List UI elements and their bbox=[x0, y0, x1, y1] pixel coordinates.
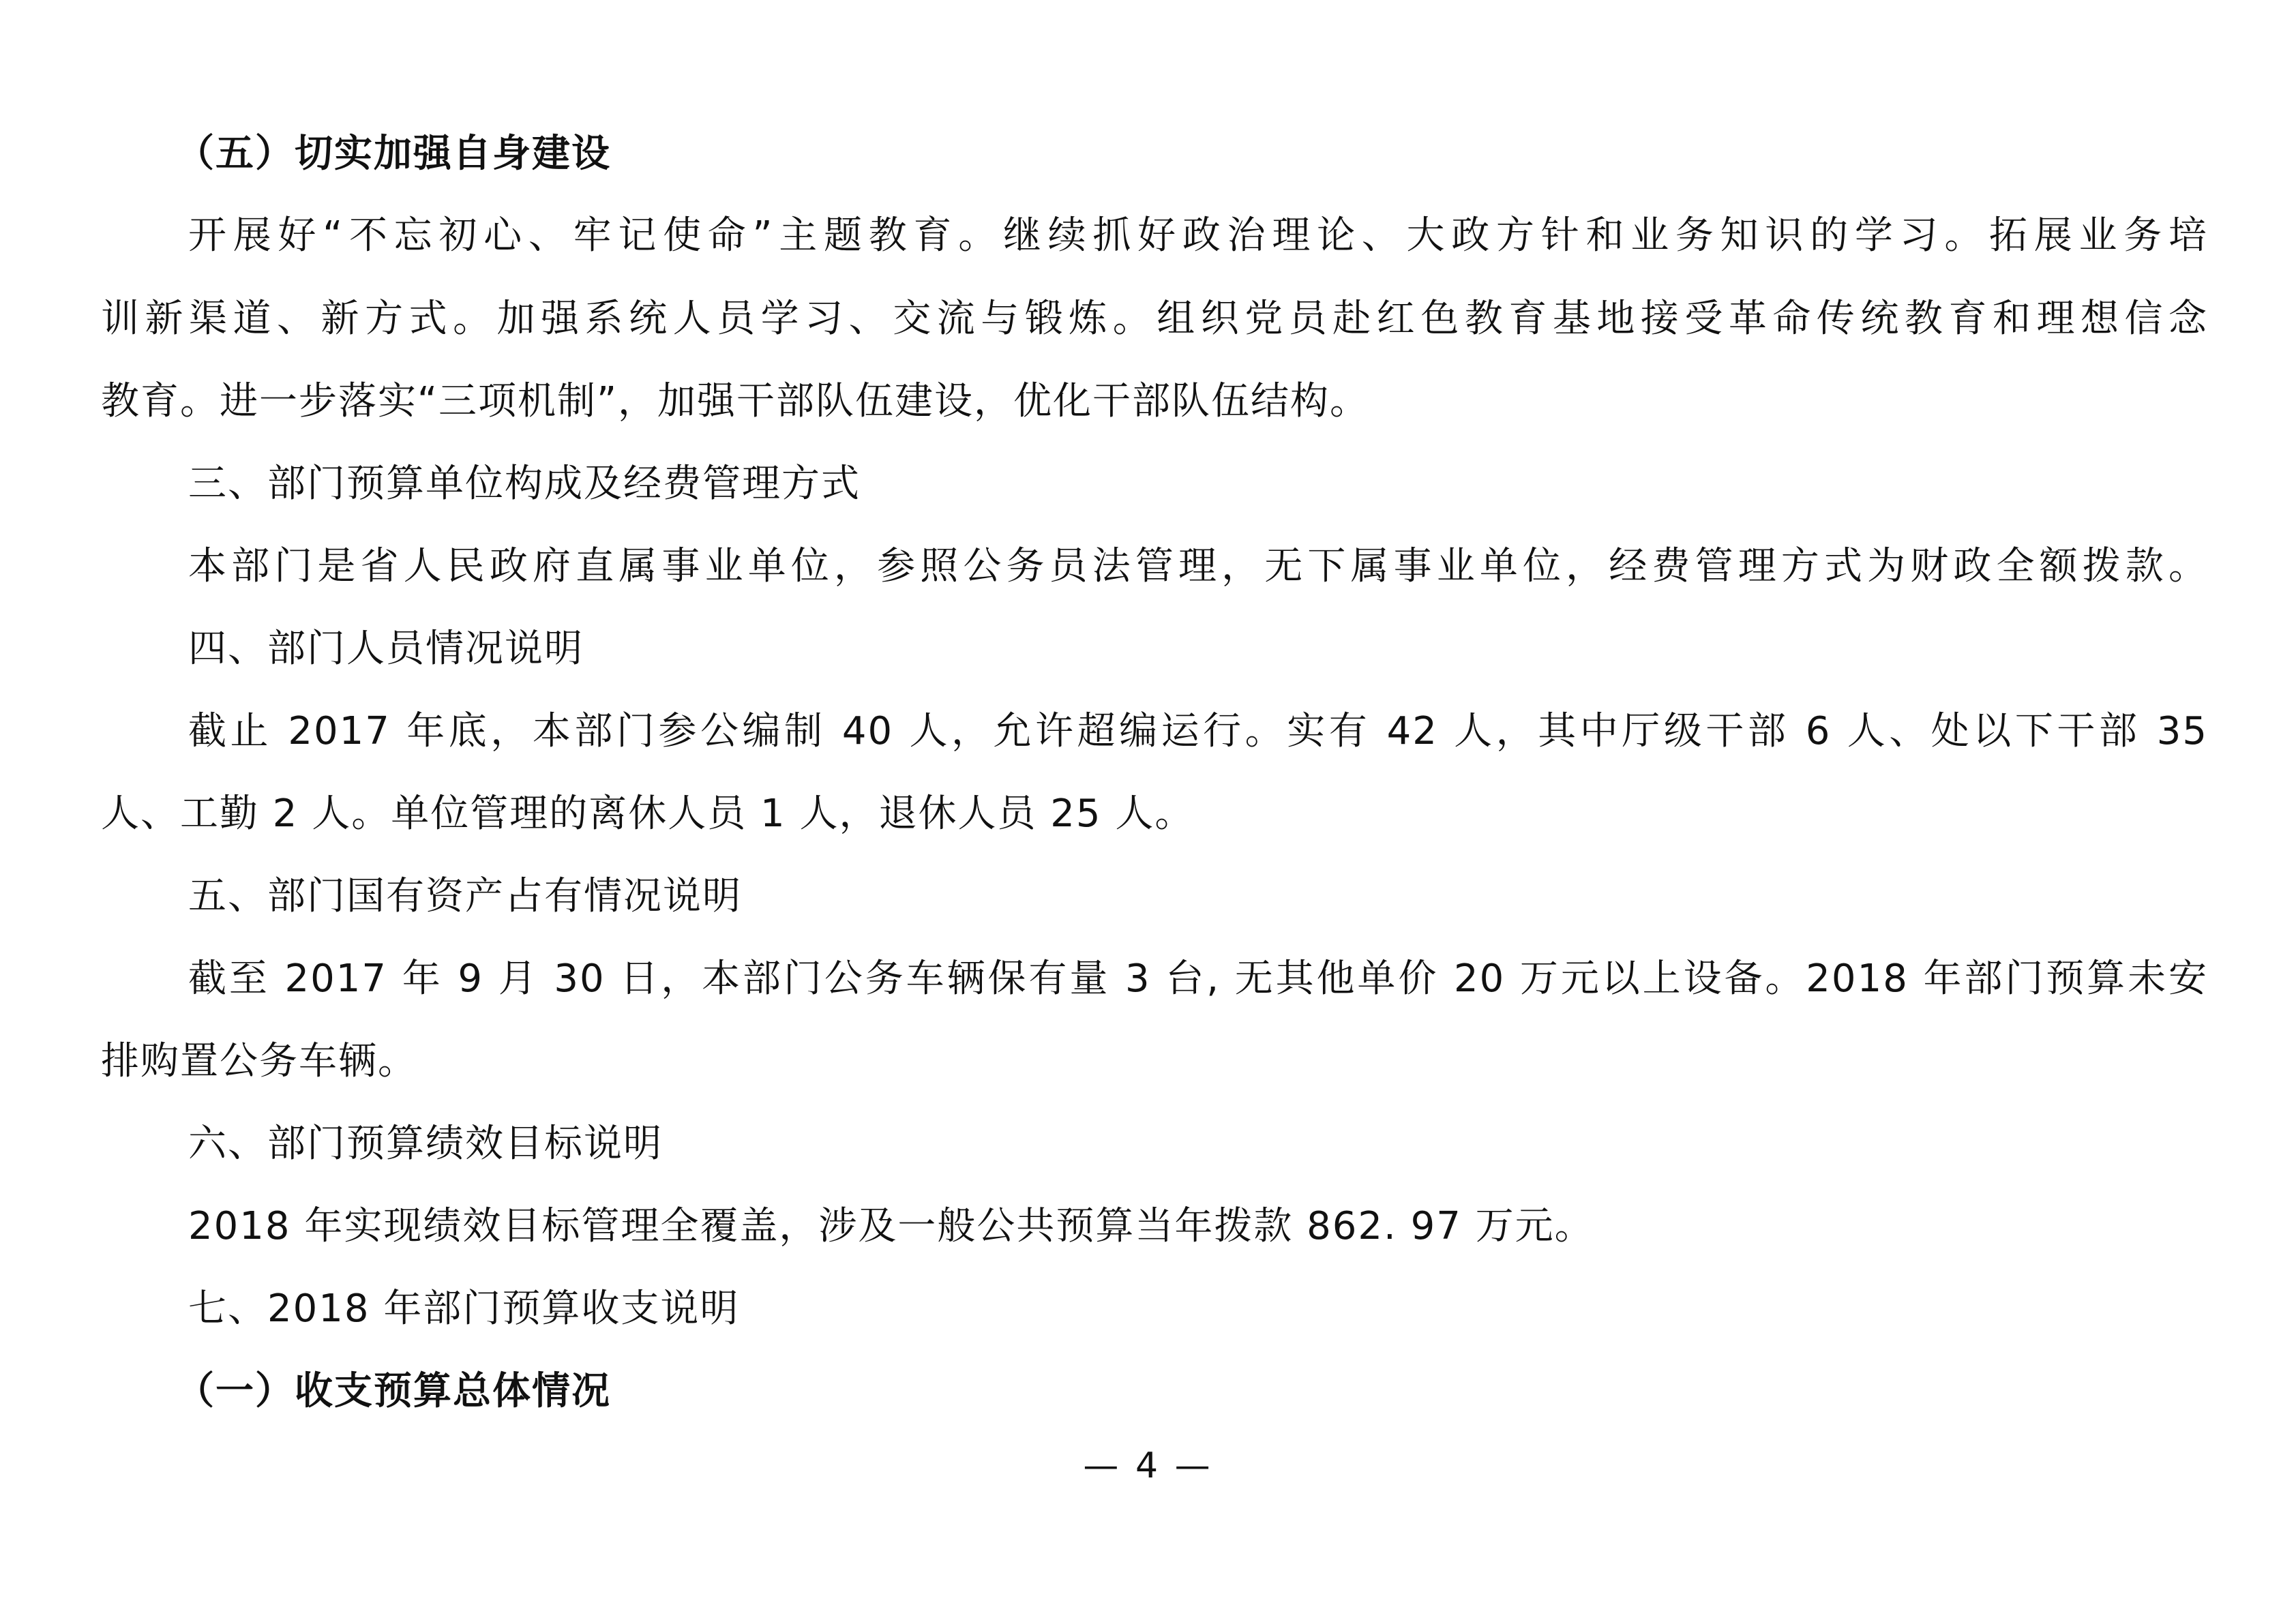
section-5-text-line-2: 排购置公务车辆。 bbox=[101, 1039, 417, 1083]
section-5-text-line-1: 截至 2017 年 9 月 30 日，本部门公务车辆保有量 3 台, 无其他单价 20 万元以上设备。2018 年部门预算未安 bbox=[188, 957, 2208, 1001]
page-number: — 4 — bbox=[1083, 1445, 1213, 1486]
section-7-title: 七、2018 年部门预算收支说明 bbox=[188, 1287, 740, 1331]
para-5-line-3: 教育。进一步落实“三项机制”，加强干部队伍建设，优化干部队伍结构。 bbox=[101, 379, 1370, 423]
section-4-text-line-2: 人、工勤 2 人。单位管理的离休人员 1 人，退休人员 25 人。 bbox=[101, 792, 1195, 836]
para-5-line-2: 训新渠道、新方式。加强系统人员学习、交流与锻炼。组织党员赴红色教育基地接受革命传统教育和理想信念 bbox=[101, 297, 2208, 341]
subheading-7-1: （一）收支预算总体情况 bbox=[176, 1369, 611, 1413]
section-5-title: 五、部门国有资产占有情况说明 bbox=[188, 874, 742, 918]
section-3-text: 本部门是省人民政府直属事业单位，参照公务员法管理，无下属事业单位，经费管理方式为财政全额拨款。 bbox=[188, 544, 2208, 588]
section-4-text-line-1: 截止 2017 年底，本部门参公编制 40 人，允许超编运行。实有 42 人，其中厅级干部 6 人、处以下干部 35 bbox=[188, 709, 2209, 753]
section-3-title: 三、部门预算单位构成及经费管理方式 bbox=[188, 462, 861, 506]
para-5-line-1: 开展好“不忘初心、牢记使命”主题教育。继续抓好政治理论、大政方针和业务知识的学习。拓展业务培 bbox=[188, 213, 2208, 258]
section-6-title: 六、部门预算绩效目标说明 bbox=[188, 1122, 663, 1166]
heading-5: （五）切实加强自身建设 bbox=[176, 132, 611, 176]
section-4-title: 四、部门人员情况说明 bbox=[188, 627, 584, 671]
section-6-text: 2018 年实现绩效目标管理全覆盖，涉及一般公共预算当年拨款 862. 97 万元。 bbox=[188, 1204, 1594, 1248]
